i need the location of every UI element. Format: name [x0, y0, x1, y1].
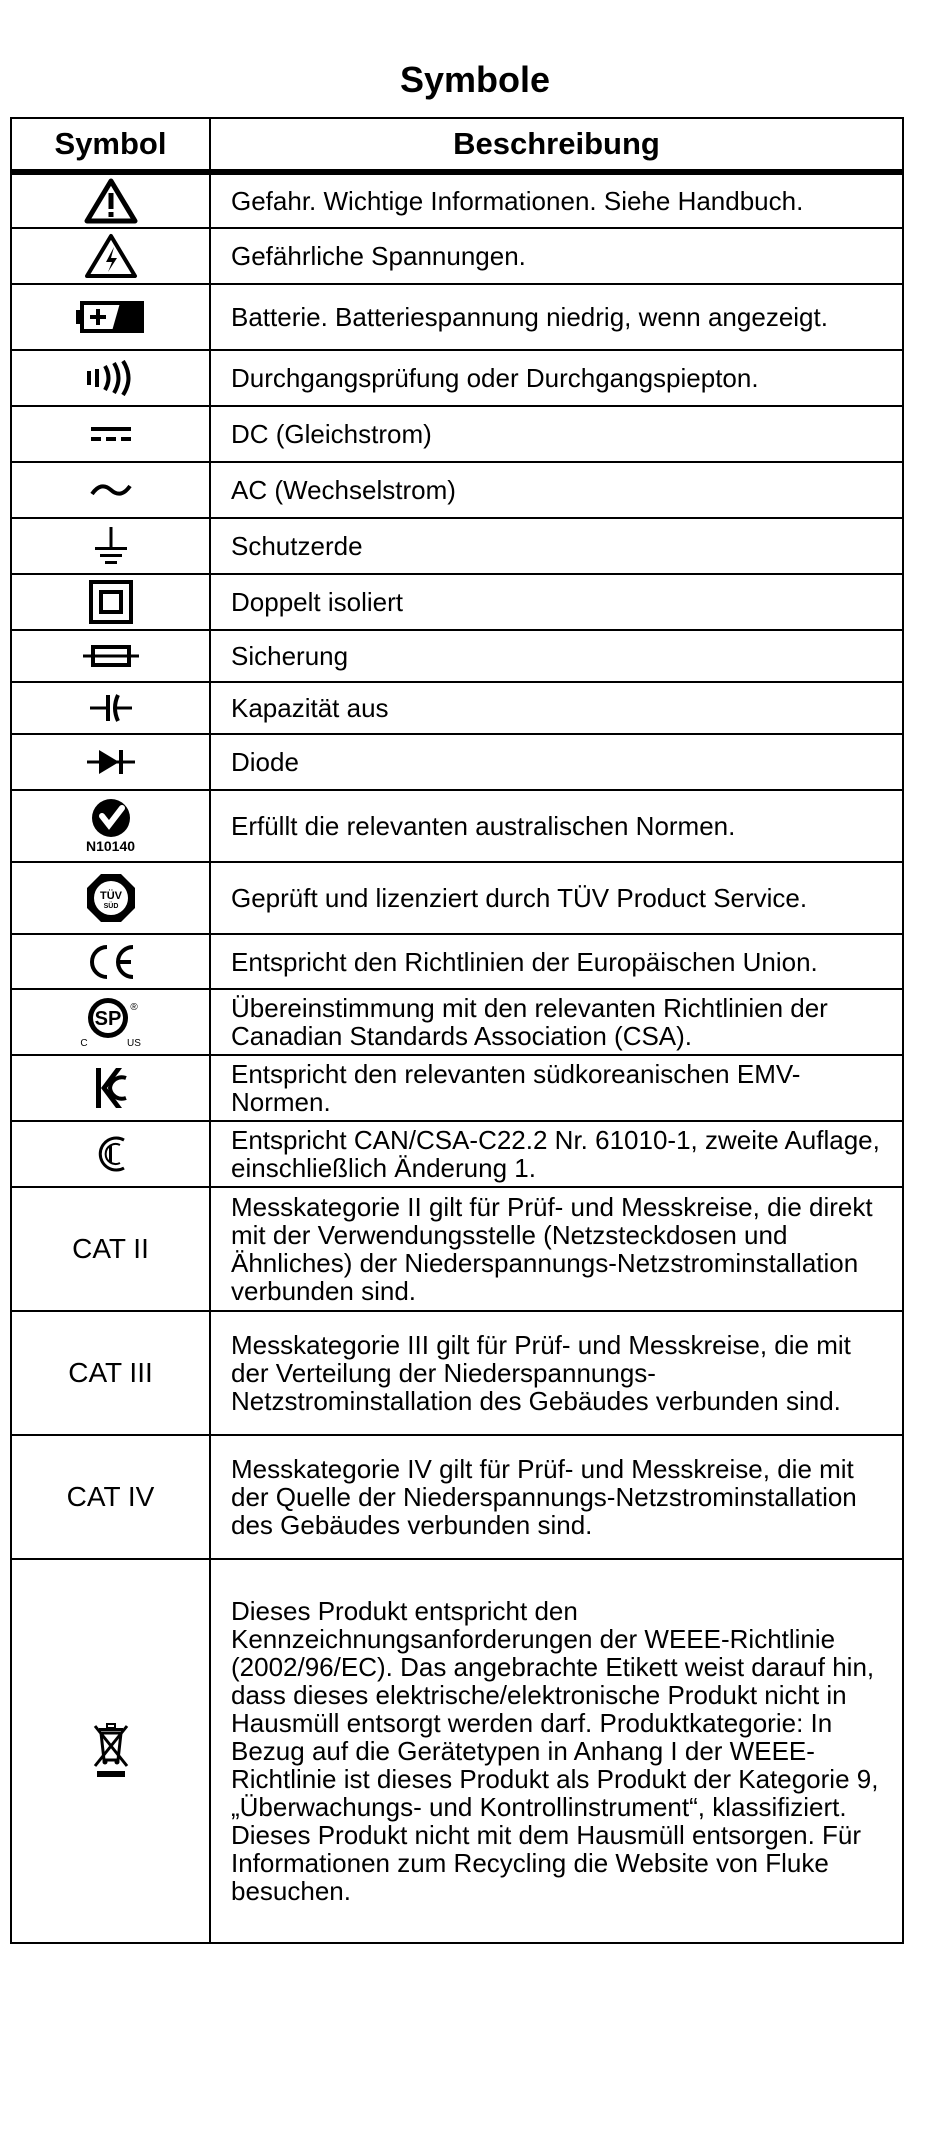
row-description: Sicherung	[210, 630, 903, 682]
row-description: Messkategorie IV gilt für Prüf- und Messkreise, die mit der Quelle der Niederspannungs-Netzstrominstallation des Gebäudes verbunden sind.	[210, 1435, 903, 1559]
table-row	[11, 284, 903, 350]
capacitor-icon	[88, 693, 134, 723]
row-description: Schutzerde	[210, 518, 903, 574]
row-description: Entspricht den Richtlinien der Europäischen Union.	[210, 934, 903, 989]
row-description: Messkategorie II gilt für Prüf- und Messkreise, die direkt mit der Verwendungsstelle (Netzsteckdosen und Ähnliches) der Niederspannungs-Netzstrominstallation verbunden sind.	[210, 1187, 903, 1311]
dc-icon	[89, 424, 133, 444]
high-voltage-triangle-icon	[84, 233, 138, 279]
tuv-icon	[85, 872, 137, 924]
warning-triangle-icon	[84, 178, 138, 224]
table-row	[11, 1435, 903, 1559]
weee-bin-icon	[91, 1722, 131, 1780]
svg-text:SP: SP	[94, 1008, 121, 1030]
table-row	[11, 1121, 903, 1187]
svg-text:TÜV: TÜV	[99, 890, 122, 902]
svg-text:SÜD: SÜD	[103, 903, 118, 910]
table-row	[11, 1311, 903, 1435]
fuse-icon	[81, 644, 141, 668]
table-row	[11, 1055, 903, 1121]
svg-text:US: US	[126, 1038, 141, 1049]
table-row	[11, 934, 903, 989]
c-tick-number: N10140	[85, 838, 136, 854]
row-description: Geprüft und lizenziert durch TÜV Product Service.	[210, 862, 903, 934]
table-row	[11, 518, 903, 574]
table-row	[11, 350, 903, 406]
row-description: AC (Wechselstrom)	[210, 462, 903, 518]
c-tick-icon	[91, 798, 131, 838]
header-description: Beschreibung	[210, 118, 903, 172]
cat-ii-label: CAT II	[11, 1187, 210, 1311]
page-title: Symbole	[399, 59, 551, 100]
double-insulation-icon	[88, 579, 134, 625]
row-description: Messkategorie III gilt für Prüf- und Messkreise, die mit der Verteilung der Niederspannungs-Netzstrominstallation des Gebäudes verbunden sind.	[210, 1311, 903, 1435]
row-description: Entspricht den relevanten südkoreanischen EMV-Normen.	[210, 1055, 903, 1121]
table-row	[11, 574, 903, 630]
table-row	[11, 1187, 903, 1311]
table-row	[11, 406, 903, 462]
row-description: Doppelt isoliert	[210, 574, 903, 630]
table-row	[11, 462, 903, 518]
table-row	[11, 172, 903, 228]
table-row	[11, 734, 903, 790]
kc-mark-icon	[94, 1066, 128, 1110]
ac-icon	[89, 479, 133, 501]
row-description: Erfüllt die relevanten australischen Normen.	[210, 790, 903, 862]
row-description: Durchgangsprüfung oder Durchgangspiepton.	[210, 350, 903, 406]
row-description: DC (Gleichstrom)	[210, 406, 903, 462]
can-csa-mark-icon	[94, 1132, 128, 1176]
row-description: Kapazität aus	[210, 682, 903, 734]
row-description: Batterie. Batteriespannung niedrig, wenn angezeigt.	[210, 284, 903, 350]
table-row	[11, 682, 903, 734]
table-row	[11, 228, 903, 284]
header-symbol: Symbol	[11, 118, 210, 172]
table-row	[11, 989, 903, 1055]
ce-mark-icon	[85, 943, 137, 981]
row-description: Übereinstimmung mit den relevanten Richtlinien der Canadian Standards Association (CSA).	[210, 989, 903, 1055]
row-description: Entspricht CAN/CSA-C22.2 Nr. 61010-1, zweite Auflage, einschließlich Änderung 1.	[210, 1121, 903, 1187]
symbol-table	[10, 117, 904, 1944]
csa-icon	[76, 994, 146, 1050]
table-row	[11, 862, 903, 934]
row-description: Gefahr. Wichtige Informationen. Siehe Handbuch.	[210, 172, 903, 228]
svg-text:C: C	[79, 1038, 88, 1049]
diode-icon	[85, 748, 137, 776]
table-row	[11, 1559, 903, 1943]
cat-iv-label: CAT IV	[11, 1435, 210, 1559]
row-description: Diode	[210, 734, 903, 790]
svg-text:®: ®	[129, 1002, 138, 1013]
table-row	[11, 790, 903, 862]
table-row	[11, 630, 903, 682]
ground-icon	[91, 525, 131, 567]
cat-iii-label: CAT III	[11, 1311, 210, 1435]
table-header-row	[11, 118, 903, 172]
battery-icon	[76, 300, 146, 334]
row-description: Dieses Produkt entspricht den Kennzeichnungsanforderungen der WEEE-Richtlinie (2002/96/EC). Das angebrachte Etikett weist darauf hin, dass dieses elektrische/elektronische Produkt nicht in Hausmüll entsorgt werden darf. Produktkategorie: In Bezug auf die Gerätetypen in Anhang I der WEEE-Richtlinie ist dieses Produkt als Produkt der Kategorie 9, „Überwachungs- und Kontrollinstrument“, klassifiziert. Dieses Produkt nicht mit dem Hausmüll entsorgen. Für Informationen zum Recycling die Website von Fluke besuchen.	[210, 1559, 903, 1943]
row-description: Gefährliche Spannungen.	[210, 228, 903, 284]
continuity-beeper-icon	[83, 360, 139, 396]
